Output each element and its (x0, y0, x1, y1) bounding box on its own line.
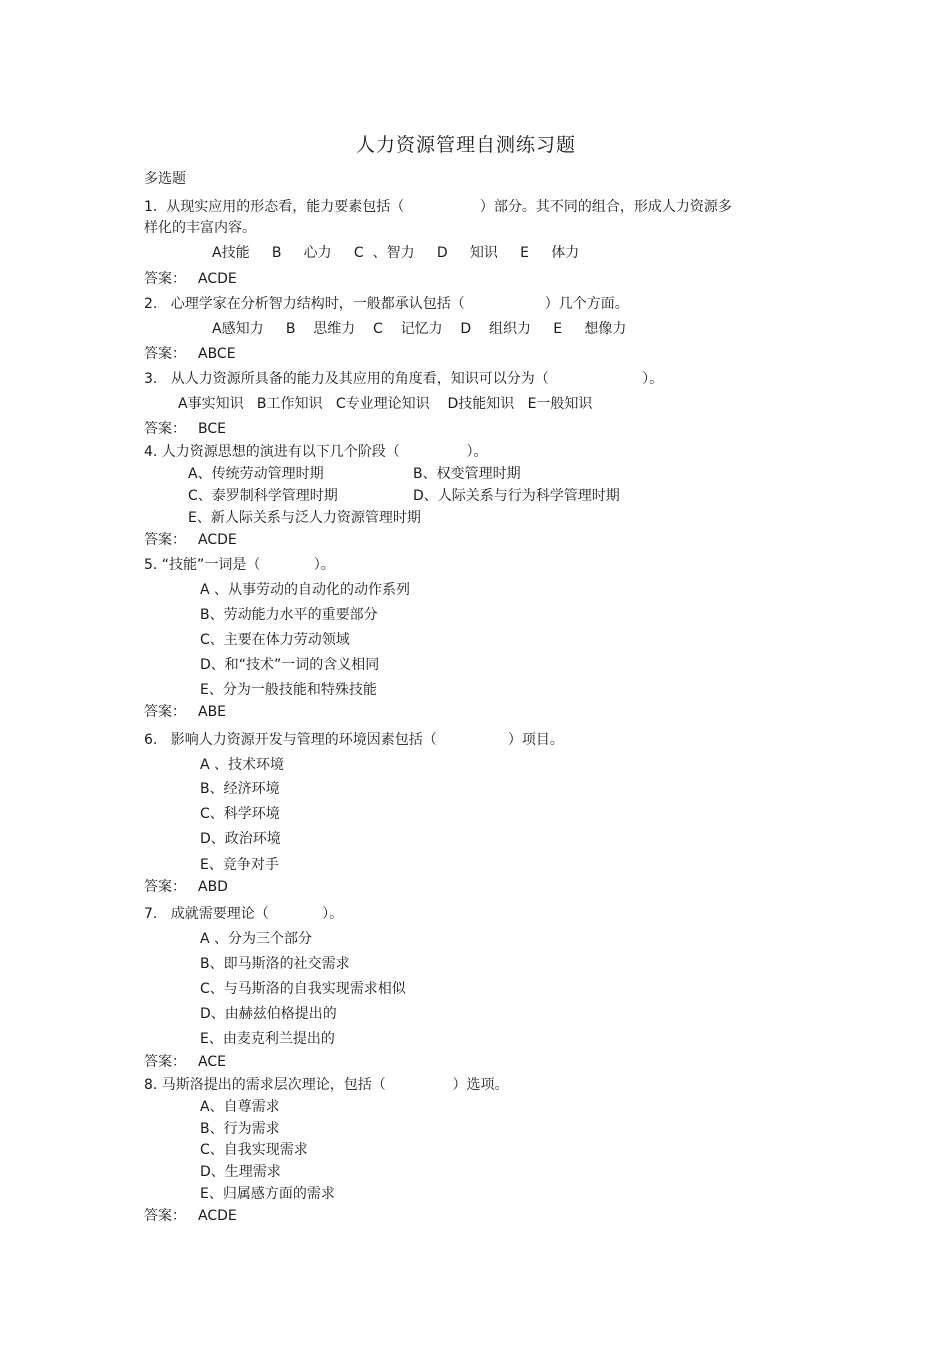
answer-value: ACDE (198, 532, 237, 548)
question-3-answer (144, 420, 226, 438)
answer-label: 答案： (144, 532, 186, 548)
question-8-option-c: C、自我实现需求 (200, 1142, 308, 1158)
question-5-stem: 5. “技能”一词是（ ）。 (144, 557, 335, 573)
question-7-option-c: C、与马斯洛的自我实现需求相似 (200, 981, 406, 997)
answer-value: ACE (198, 1054, 226, 1070)
answer-label: 答案： (144, 704, 186, 720)
question-4-option-e: E、新人际关系与泛人力资源管理时期 (188, 510, 421, 526)
question-2-options: A感知力 B 思维力 C 记忆力 D 组织力 E 想像力 (212, 321, 627, 337)
question-8-stem: 8. 马斯洛提出的需求层次理论，包括（ ）选项。 (144, 1077, 509, 1093)
question-6-option-a: A 、技术环境 (200, 757, 285, 773)
section-heading: 多选题 (144, 171, 186, 187)
question-7-option-b: B、即马斯洛的社交需求 (200, 956, 350, 972)
question-4-option-c: C、泰罗制科学管理时期 (188, 488, 338, 504)
answer-value: ABCE (198, 346, 236, 362)
question-2-answer (144, 345, 236, 363)
answer-label: 答案： (144, 421, 186, 437)
question-6-option-d: D、政治环境 (200, 831, 281, 847)
question-5-option-c: C、主要在体力劳动领域 (200, 632, 350, 648)
question-8-answer (144, 1207, 237, 1225)
answer-value: ABE (198, 704, 227, 720)
answer-value: BCE (198, 421, 226, 437)
question-2-stem: 2. 心理学家在分析智力结构时，一般都承认包括（ ）几个方面。 (144, 296, 629, 312)
question-1-options: A技能 B 心力 C 、智力 D 知识 E 体力 (212, 245, 580, 261)
question-8-option-d: D、生理需求 (200, 1164, 281, 1180)
question-1-answer (144, 270, 237, 288)
question-3-options: A事实知识 B工作知识 C专业理论知识 D技能知识 E一般知识 (178, 396, 593, 412)
question-7-option-e: E、由麦克利兰提出的 (200, 1031, 335, 1047)
answer-value: ACDE (198, 1208, 237, 1224)
question-7-option-a: A 、分为三个部分 (200, 931, 313, 947)
question-5-option-a: A 、从事劳动的自动化的动作系列 (200, 582, 411, 598)
question-8-option-e: E、归属感方面的需求 (200, 1186, 335, 1202)
question-4-answer (144, 531, 237, 549)
question-4-option-b: B、权变管理时期 (413, 466, 521, 482)
answer-value: ABD (198, 879, 228, 895)
question-5-answer (144, 703, 226, 721)
question-4-stem: 4. 人力资源思想的演进有以下几个阶段（ ）。 (144, 444, 488, 460)
question-1-stem-line2: 样化的丰富内容。 (144, 220, 256, 236)
question-5-option-d: D、和“技术”一词的含义相同 (200, 657, 380, 673)
answer-label: 答案： (144, 879, 186, 895)
answer-label: 答案： (144, 346, 186, 362)
question-6-option-c: C、科学环境 (200, 806, 280, 822)
answer-value: ACDE (198, 271, 237, 287)
question-8-option-a: A、自尊需求 (200, 1099, 280, 1115)
question-8-option-b: B、行为需求 (200, 1121, 280, 1137)
question-5-option-b: B、劳动能力水平的重要部分 (200, 607, 378, 623)
question-4-option-d: D、人际关系与行为科学管理时期 (413, 488, 620, 504)
question-6-option-e: E、竞争对手 (200, 857, 279, 873)
question-5-option-e: E、分为一般技能和特殊技能 (200, 682, 377, 698)
question-6-answer (144, 878, 228, 896)
question-6-stem: 6. 影响人力资源开发与管理的环境因素包括（ ）项目。 (144, 732, 564, 748)
answer-label: 答案： (144, 1208, 186, 1224)
question-7-option-d: D、由赫兹伯格提出的 (200, 1006, 337, 1022)
question-7-answer (144, 1053, 226, 1071)
question-3-stem: 3. 从人力资源所具备的能力及其应用的角度看，知识可以分为（ ）。 (144, 371, 664, 387)
question-6-option-b: B、经济环境 (200, 781, 280, 797)
page-title: 人力资源管理自测练习题 (355, 134, 576, 156)
question-7-stem: 7. 成就需要理论（ ）。 (144, 906, 344, 922)
question-4-option-a: A、传统劳动管理时期 (188, 466, 324, 482)
answer-label: 答案： (144, 1054, 186, 1070)
question-1-stem-line1: 1. 从现实应用的形态看，能力要素包括（ ）部分。其不同的组合，形成人力资源多 (144, 199, 732, 215)
answer-label: 答案： (144, 271, 186, 287)
